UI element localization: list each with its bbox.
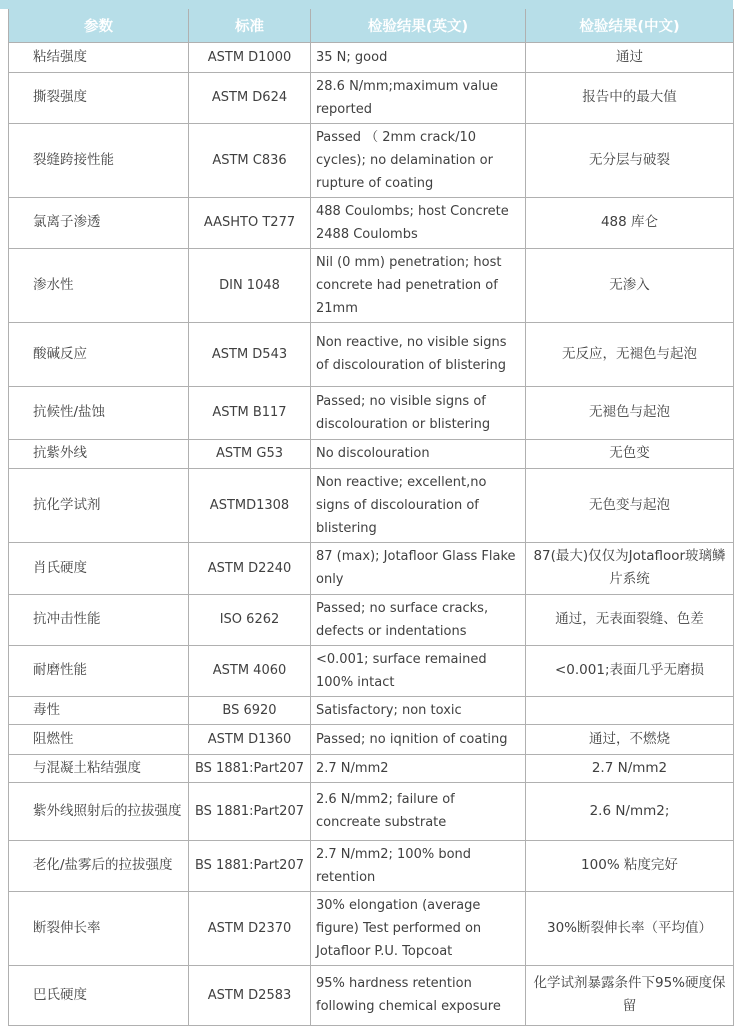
table-row [9,197,734,248]
result-en-cell: Satisfactory; non toxic [311,696,526,724]
standard-cell: AASHTO T277 [189,197,311,248]
result-en-cell: 28.6 N/mm;maximum value reported [311,72,526,123]
param-cell: 断裂伸长率 [9,891,189,965]
table-row [9,439,734,468]
param-cell: 毒性 [9,696,189,724]
table-row [9,891,734,965]
result-zh-cell: 2.6 N/mm2; [526,782,734,840]
table-row [9,322,734,386]
standard-cell: DIN 1048 [189,248,311,322]
table-header [9,9,734,42]
standard-cell: ASTM D2583 [189,965,311,1025]
param-cell: 抗化学试剂 [9,468,189,542]
result-zh-cell: 2.7 N/mm2 [526,754,734,782]
param-cell: 耐磨性能 [9,645,189,696]
standard-cell: BS 1881:Part207 [189,754,311,782]
param-cell: 抗紫外线 [9,439,189,468]
header-param: 参数 [9,9,189,42]
result-en-cell: 2.7 N/mm2; 100% bond retention [311,840,526,891]
result-en-cell: Passed; no iqnition of coating [311,724,526,754]
table-row [9,248,734,322]
param-cell: 老化/盐雾后的拉拔强度 [9,840,189,891]
result-zh-cell: <0.001;表面几乎无磨损 [526,645,734,696]
result-zh-cell: 无反应，无褪色与起泡 [526,322,734,386]
result-zh-cell: 通过，不燃烧 [526,724,734,754]
standard-cell: BS 1881:Part207 [189,782,311,840]
table-row [9,468,734,542]
table-row [9,754,734,782]
test-results-table [8,9,734,1026]
result-en-cell: Passed; no surface cracks, defects or indentations [311,594,526,645]
result-en-cell: <0.001; surface remained 100% intact [311,645,526,696]
table-row [9,696,734,724]
result-en-cell: Non reactive; excellent,no signs of discolouration of blistering [311,468,526,542]
param-cell: 阻燃性 [9,724,189,754]
table-row [9,42,734,72]
header-standard: 标准 [189,9,311,42]
table-row [9,386,734,439]
param-cell: 撕裂强度 [9,72,189,123]
table-row [9,645,734,696]
param-cell: 裂缝跨接性能 [9,123,189,197]
standard-cell: BS 6920 [189,696,311,724]
result-zh-cell: 100% 粘度完好 [526,840,734,891]
result-zh-cell: 488 库仑 [526,197,734,248]
param-cell: 氯离子渗透 [9,197,189,248]
standard-cell: ASTM G53 [189,439,311,468]
param-cell: 紫外线照射后的拉拔强度 [9,782,189,840]
table-row [9,724,734,754]
result-en-cell: Nil (0 mm) penetration; host concrete had penetration of 21mm [311,248,526,322]
result-en-cell: 87 (max); Jotafloor Glass Flake only [311,542,526,594]
result-en-cell: Passed （ 2mm crack/10 cycles); no delamination or rupture of coating [311,123,526,197]
result-en-cell: 30% elongation (average figure) Test performed on Jotafloor P.U. Topcoat [311,891,526,965]
result-en-cell: No discolouration [311,439,526,468]
standard-cell: ASTM D1360 [189,724,311,754]
table-body [9,42,734,1025]
table-row [9,123,734,197]
result-zh-cell: 通过，无表面裂缝、色差 [526,594,734,645]
table-row [9,594,734,645]
result-en-cell: 2.7 N/mm2 [311,754,526,782]
table-row [9,965,734,1025]
result-en-cell: 488 Coulombs; host Concrete 2488 Coulombs [311,197,526,248]
result-en-cell: 95% hardness retention following chemical exposure [311,965,526,1025]
standard-cell: ASTM B117 [189,386,311,439]
result-zh-cell: 通过 [526,42,734,72]
param-cell: 抗候性/盐蚀 [9,386,189,439]
standard-cell: ASTM D2370 [189,891,311,965]
result-zh-cell: 无褪色与起泡 [526,386,734,439]
standard-cell: ASTM D543 [189,322,311,386]
result-en-cell: 2.6 N/mm2; failure of concreate substrate [311,782,526,840]
param-cell: 渗水性 [9,248,189,322]
param-cell: 与混凝土粘结强度 [9,754,189,782]
standard-cell: ASTM D624 [189,72,311,123]
standard-cell: ISO 6262 [189,594,311,645]
standard-cell: ASTMD1308 [189,468,311,542]
result-zh-cell: 无渗入 [526,248,734,322]
standard-cell: BS 1881:Part207 [189,840,311,891]
table-row [9,72,734,123]
standard-cell: ASTM 4060 [189,645,311,696]
result-en-cell: Non reactive, no visible signs of discolouration of blistering [311,322,526,386]
param-cell: 抗冲击性能 [9,594,189,645]
result-en-cell: 35 N; good [311,42,526,72]
table-top-accent-bar [0,0,733,9]
header-result-en: 检验结果(英文) [311,9,526,42]
result-en-cell: Passed; no visible signs of discolouration or blistering [311,386,526,439]
standard-cell: ASTM C836 [189,123,311,197]
table-row [9,782,734,840]
result-zh-cell: 无色变 [526,439,734,468]
result-zh-cell: 化学试剂暴露条件下95%硬度保留 [526,965,734,1025]
result-zh-cell [526,696,734,724]
result-zh-cell: 报告中的最大值 [526,72,734,123]
result-zh-cell: 30%断裂伸长率（平均值） [526,891,734,965]
standard-cell: ASTM D1000 [189,42,311,72]
param-cell: 肖氏硬度 [9,542,189,594]
header-row [9,9,734,42]
table-row [9,542,734,594]
result-zh-cell: 87(最大)仅仅为Jotafloor玻璃鳞片系统 [526,542,734,594]
result-zh-cell: 无分层与破裂 [526,123,734,197]
param-cell: 巴氏硬度 [9,965,189,1025]
param-cell: 酸碱反应 [9,322,189,386]
standard-cell: ASTM D2240 [189,542,311,594]
param-cell: 粘结强度 [9,42,189,72]
result-zh-cell: 无色变与起泡 [526,468,734,542]
header-result-zh: 检验结果(中文) [526,9,734,42]
table-row [9,840,734,891]
